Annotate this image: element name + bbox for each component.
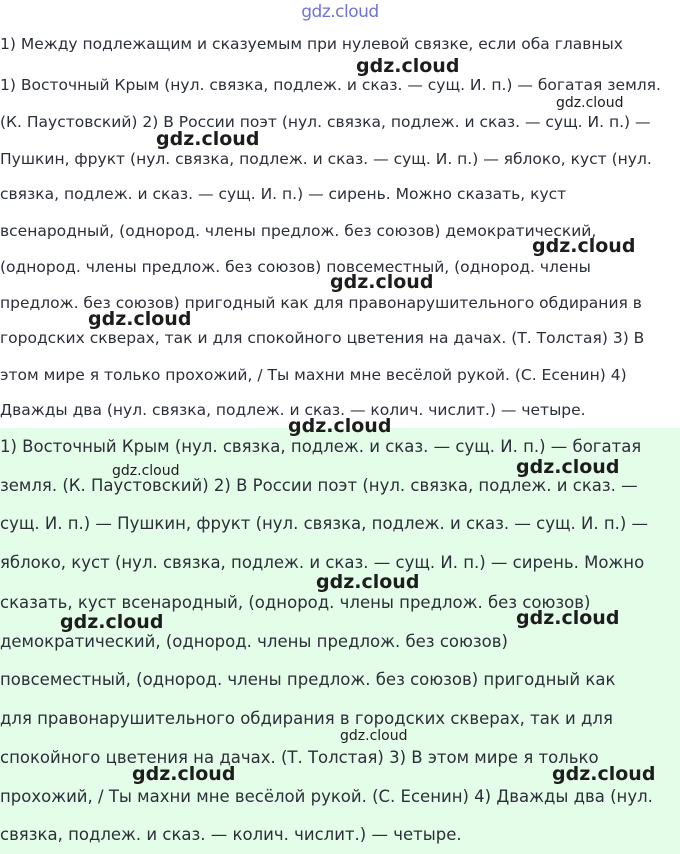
- text-line: сказать, куст всенародный, (однород. члены предлож. без союзов): [0, 593, 591, 612]
- text-line: сущ. И. п.) — Пушкин, фрукт (нул. связка, подлеж. и сказ. — сущ. И. п.) —: [0, 514, 649, 533]
- watermark: gdz.cloud: [532, 235, 636, 257]
- watermark: gdz.cloud: [132, 763, 236, 785]
- text-line: связка, подлеж. и сказ. — колич. числит.) — четыре.: [0, 825, 462, 844]
- text-line: яблоко, куст (нул. связка, подлеж. и сказ. — сущ. И. п.) — сирень. Можно: [0, 553, 645, 572]
- watermark: gdz.cloud: [316, 571, 420, 593]
- watermark: gdz.cloud: [88, 308, 192, 330]
- watermark: gdz.cloud: [556, 95, 624, 111]
- text-line: всенародный, (однород. члены предлож. без союзов) демократический,: [0, 222, 597, 240]
- text-line: земля. (К. Паустовский) 2) В России поэт (нул. связка, подлеж. и сказ. —: [0, 476, 638, 495]
- watermark: gdz.cloud: [552, 763, 656, 785]
- site-header[interactable]: gdz.cloud: [301, 2, 379, 22]
- text-line: спокойного цветения на дачах. (Т. Толстая) 3) В этом мире я только: [0, 748, 599, 767]
- text-line: для правонарушительного обдирания в городских скверах, так и для: [0, 709, 613, 728]
- text-line: связка, подлеж. и сказ. — сущ. И. п.) — сирень. Можно сказать, куст: [0, 185, 567, 203]
- watermark: gdz.cloud: [330, 271, 434, 293]
- watermark: gdz.cloud: [156, 128, 260, 150]
- watermark: gdz.cloud: [516, 456, 620, 478]
- watermark: gdz.cloud: [112, 463, 180, 479]
- text-line: повсеместный, (однород. члены предлож. без союзов) пригодный как: [0, 670, 616, 689]
- text-line: демократический, (однород. члены предлож. без союзов): [0, 632, 508, 651]
- answer-text-2: [0, 428, 680, 854]
- text-line: городских скверах, так и для спокойного цветения на дачах. (Т. Толстая) 3) В: [0, 329, 645, 347]
- text-line: 1) Восточный Крым (нул. связка, подлеж. и сказ. — сущ. И. п.) — богатая земля.: [0, 76, 661, 94]
- watermark: gdz.cloud: [356, 55, 460, 77]
- text-line: 1) Восточный Крым (нул. связка, подлеж. и сказ. — сущ. И. п.) — богатая: [0, 437, 642, 456]
- text-line: предлож. без союзов) пригодный как для правонарушительного обдирания в: [0, 294, 642, 312]
- watermark: gdz.cloud: [60, 611, 164, 633]
- watermark: gdz.cloud: [340, 728, 408, 744]
- text-line: Дважды два (нул. связка, подлеж. и сказ. — колич. числит.) — четыре.: [0, 401, 586, 419]
- text-line: Пушкин, фрукт (нул. связка, подлеж. и сказ. — сущ. И. п.) — яблоко, куст (нул.: [0, 150, 652, 168]
- watermark: gdz.cloud: [288, 415, 392, 437]
- watermark: gdz.cloud: [516, 607, 620, 629]
- question-title: 1) Между подлежащим и сказуемым при нулевой связке, если оба главных: [0, 35, 623, 53]
- text-line: (однород. члены предлож. без союзов) повсеместный, (однород. члены: [0, 258, 591, 276]
- text-line: прохожий, / Ты махни мне весёлой рукой. (С. Есенин) 4) Дважды два (нул.: [0, 787, 653, 806]
- text-line: этом мире я только прохожий, / Ты махни мне весёлой рукой. (С. Есенин) 4): [0, 366, 627, 384]
- text-line: (К. Паустовский) 2) В России поэт (нул. связка, подлеж. и сказ. — сущ. И. п.) —: [0, 113, 651, 131]
